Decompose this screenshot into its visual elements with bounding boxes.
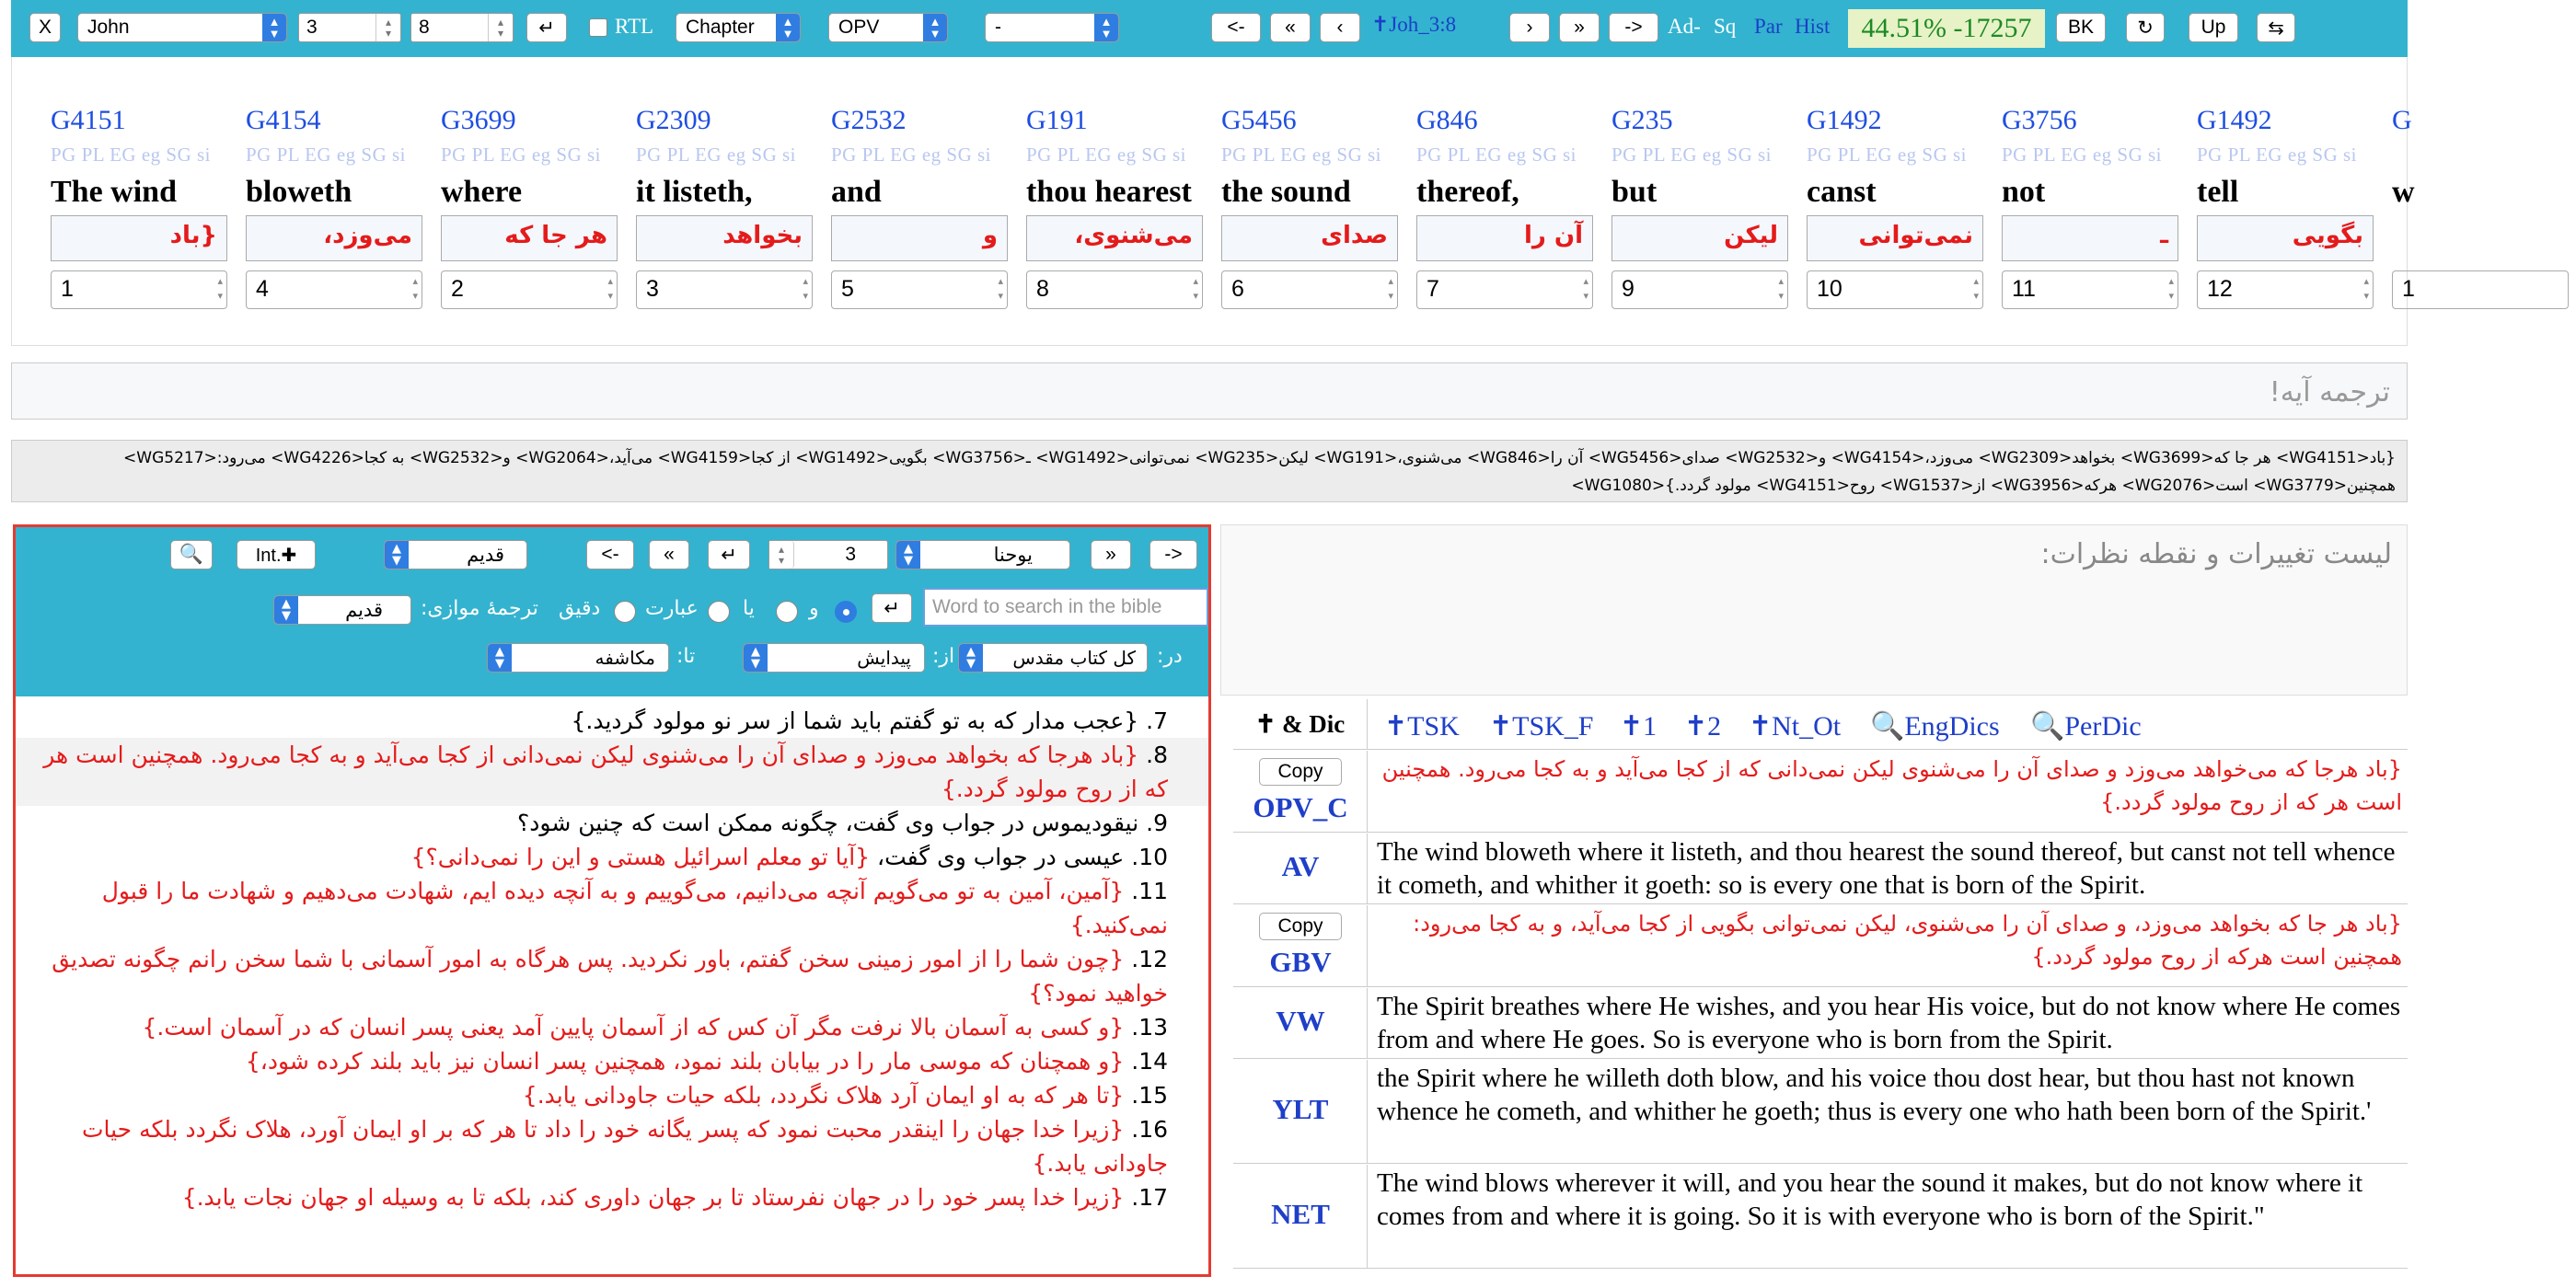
strong-code-link[interactable]: G1492 xyxy=(2197,105,2272,135)
search-book-select[interactable]: یوحنا ▲ ▼ xyxy=(895,540,1070,569)
version-text: the Spirit where he willeth doth blow, and his voice thou dost hear, but thou hast not known whence he cometh, and whither he goeth; thus is every one who hath been born of the Spirit.' xyxy=(1377,1064,2372,1126)
enter-icon: ↵ xyxy=(884,597,900,619)
word-lexicon-links[interactable]: PG PL EG eg SG si xyxy=(51,144,211,166)
chevron-updown-icon: ▲ ▼ xyxy=(488,644,512,672)
spinner-arrows-icon: ▴ ▾ xyxy=(1973,276,1979,302)
version-row-vw xyxy=(1233,988,2408,1059)
rtl-checkbox[interactable] xyxy=(589,18,607,37)
version-select[interactable]: OPV ▲ ▼ xyxy=(828,13,948,42)
extra-select[interactable]: - ▲ ▼ xyxy=(985,13,1119,42)
exact-label: دقیق xyxy=(559,597,601,620)
word-column xyxy=(51,57,235,346)
interlinear-panel xyxy=(11,57,2415,346)
magnifier-icon: 🔍 xyxy=(179,544,204,565)
chevron-updown-icon: ▲ ▼ xyxy=(385,541,409,569)
tsk-f-link[interactable]: ✝TSK_F xyxy=(1489,711,1594,742)
strong-code-link[interactable]: G2309 xyxy=(636,105,711,135)
refresh-icon: ↻ xyxy=(2137,17,2154,39)
exact-radio[interactable] xyxy=(614,601,636,623)
persian-word-input[interactable]: بگویی xyxy=(2197,215,2374,261)
version-text: {باد هرجا که می‌خواهد می‌وزد و صدای آن را می‌شنوی لیکن نمی‌دانی که از کجا می‌آید و به کجا می‌رود. همچنین است هر که از روح مولود گردد.} xyxy=(1381,756,2402,815)
last-chapter-button[interactable]: » xyxy=(1559,13,1600,42)
persian-word-input[interactable]: لیکن xyxy=(1611,215,1788,261)
english-word: it listeth, xyxy=(636,175,753,209)
verse-row[interactable]: 12. {چون شما را از امور زمینی سخن گفتم، باور نکردید. پس هرگاه به امور آسمانی با شما سخن رانم چگونه تصدیق خواهید نمود؟} xyxy=(52,946,1168,1006)
spinner-arrows-icon: ▴ ▾ xyxy=(1583,276,1588,302)
search-last-button[interactable]: » xyxy=(1091,540,1131,569)
verse-row[interactable]: 9. نیقودیموس در جواب وی گفت، چگونه ممکن است که چنین شود؟ xyxy=(517,810,1168,836)
close-button[interactable]: X xyxy=(29,13,61,42)
chevron-updown-icon: ▲ ▼ xyxy=(274,596,298,624)
strong-code-link[interactable]: G846 xyxy=(1416,105,1478,135)
parallel-label: ترجمهٔ موازی: xyxy=(421,597,538,620)
persian-word-input[interactable]: و xyxy=(831,215,1008,261)
search-next-button[interactable]: -> xyxy=(1149,540,1197,569)
next-verse-button[interactable]: › xyxy=(1509,13,1550,42)
version-text: The wind blows wherever it will, and you hear the sound it makes, but do not know where it comes from and where it is going. So it is with everyone who is born of the Spirit." xyxy=(1377,1168,2363,1231)
ad-link[interactable]: Ad- xyxy=(1668,15,1701,38)
verse-row[interactable]: 11. {آمین، آمین به تو می‌گویم آنچه می‌دانیم، می‌گوییم و به آنچه دیده ایم، شهادت می‌دهیم و شهادت ما را قبول نمی‌کنید.} xyxy=(101,878,1168,938)
spinner-arrows-icon: ▴ ▾ xyxy=(375,14,400,41)
version-text: The wind bloweth where it listeth, and thou hearest the sound thereof, but canst not tell whence it cometh, and whither it goeth: so is every one that is born of the Spirit. xyxy=(1377,837,2396,900)
spinner-arrows-icon: ▴ ▾ xyxy=(217,276,223,302)
verse-list xyxy=(16,696,1208,1285)
par-link[interactable]: Par xyxy=(1754,15,1783,38)
verse-translation-input[interactable]: ترجمه آیه! xyxy=(11,362,2408,420)
chevron-updown-icon: ▲ ▼ xyxy=(262,14,286,41)
chevron-updown-icon: ▲ ▼ xyxy=(1094,14,1118,41)
persian-word-input[interactable]: هر جا که xyxy=(441,215,618,261)
verse-row[interactable]: 7. {عجب مدار که به تو گفتم باید شما از سر نو مولود گردید.} xyxy=(571,707,1168,734)
word-lexicon-links[interactable]: PG PL EG eg SG si xyxy=(246,144,406,166)
word-order-spinner[interactable]: 12 ▴ ▾ xyxy=(2197,270,2374,309)
top-toolbar xyxy=(11,0,2408,57)
english-word: tell xyxy=(2197,175,2239,209)
word-lexicon-links[interactable]: PG PL EG eg SG si xyxy=(2002,144,2162,166)
search-version-select[interactable]: قدیم ▲ ▼ xyxy=(384,540,527,569)
and-radio[interactable] xyxy=(835,601,857,623)
strong-code-link[interactable]: G235 xyxy=(1611,105,1673,135)
persian-word-input[interactable]: صدای xyxy=(1221,215,1398,261)
word-order-spinner[interactable]: 9 ▴ ▾ xyxy=(1611,270,1788,309)
spinner-arrows-icon: ▴ ▾ xyxy=(1388,276,1393,302)
english-word: not xyxy=(2002,175,2046,209)
next-book-button[interactable]: -> xyxy=(1609,13,1658,42)
go-button[interactable] xyxy=(526,13,567,42)
word-lexicon-links[interactable]: PG PL EG eg SG si xyxy=(1026,144,1186,166)
spinner-arrows-icon: ▴ ▾ xyxy=(607,276,613,302)
magnifier-icon: 🔍 xyxy=(1870,711,1905,742)
english-word: but xyxy=(1611,175,1658,209)
english-word: canst xyxy=(1807,175,1877,209)
verse-row[interactable]: 17. {زیرا خدا پسر خود را در جهان نفرستاد تا بر جهان داوری کند، بلکه تا به وسیله او جهان نجات یابد.} xyxy=(181,1184,1168,1211)
version-text: The Spirit breathes where He wishes, and you hear His voice, but do not know where He comes from and where He goes. So is everyone who is born from the Spirit. xyxy=(1377,992,2401,1054)
strong-code-link[interactable]: G1492 xyxy=(1807,105,1882,135)
english-word: the sound xyxy=(1221,175,1351,209)
or-radio[interactable] xyxy=(776,601,798,623)
up-button[interactable]: Up xyxy=(2189,13,2238,42)
enter-icon: ↵ xyxy=(721,544,737,566)
word-order-spinner[interactable]: 7 ▴ ▾ xyxy=(1416,270,1593,309)
spinner-arrows-icon: ▴ ▾ xyxy=(2168,276,2174,302)
version-name[interactable]: OPV_C xyxy=(1253,791,1348,823)
spinner-arrows-icon: ▴ ▾ xyxy=(1778,276,1784,302)
word-column xyxy=(1611,57,1796,346)
spinner-arrows-icon: ▴ ▾ xyxy=(998,276,1003,302)
spinner-arrows-icon: ▴ ▾ xyxy=(803,276,808,302)
word-lexicon-links[interactable]: PG PL EG eg SG si xyxy=(1611,144,1772,166)
chapter-spinner[interactable]: 3 ▴ ▾ xyxy=(298,13,401,42)
book-select[interactable]: John ▲ ▼ xyxy=(77,13,287,42)
cross-ref-2-link[interactable]: ✝2 xyxy=(1684,711,1722,742)
word-lexicon-links[interactable]: PG PL EG eg SG si xyxy=(1807,144,1967,166)
word-order-spinner[interactable]: 1 xyxy=(2392,270,2569,309)
version-text: {باد هر جا که بخواهد می‌وزد، و صدای آن را می‌شنوی، لیکن نمی‌توانی بگویی از کجا می‌آید، و به کجا می‌رود: همچنین است هرکه از روح مولود گردد.} xyxy=(1413,911,2402,970)
or-label: یا xyxy=(743,597,755,620)
int-button[interactable]: Int.✚ xyxy=(237,540,316,569)
engdics-link[interactable]: 🔍EngDics xyxy=(1870,711,2000,742)
strong-code-link[interactable]: G191 xyxy=(1026,105,1088,135)
strong-code-link[interactable]: G3699 xyxy=(441,105,516,135)
version-name[interactable]: AV xyxy=(1281,850,1320,882)
strong-code-link[interactable]: G2532 xyxy=(831,105,907,135)
persian-word-input[interactable]: آن را xyxy=(1416,215,1593,261)
version-row-net xyxy=(1233,1165,2408,1269)
dic-label-cell: ✝ & Dic xyxy=(1233,699,1368,749)
version-row-av xyxy=(1233,834,2408,904)
search-submit-button[interactable] xyxy=(872,593,912,623)
chevron-updown-icon: ▲ ▼ xyxy=(923,14,947,41)
version-name[interactable]: GBV xyxy=(1269,946,1332,978)
word-lexicon-links[interactable]: PG PL EG eg SG si xyxy=(2197,144,2357,166)
english-word: thereof, xyxy=(1416,175,1519,209)
verse-row[interactable]: 13. {و کسی به آسمان بالا نرفت مگر آن کس که از آسمان پایین آمد یعنی پسر انسان که در آسمان است.} xyxy=(142,1014,1168,1041)
search-prev-button[interactable]: <- xyxy=(586,540,634,569)
strong-code-link[interactable]: G4151 xyxy=(51,105,126,135)
verse-spinner[interactable]: 8 ▴ ▾ xyxy=(410,13,514,42)
word-column xyxy=(2197,57,2381,346)
word-order-spinner[interactable]: 1 ▴ ▾ xyxy=(51,270,227,309)
english-word: where xyxy=(441,175,523,209)
prev-book-button[interactable]: <- xyxy=(1211,13,1261,42)
word-order-spinner[interactable]: 11 ▴ ▾ xyxy=(2002,270,2178,309)
english-word: and xyxy=(831,175,882,209)
sq-link[interactable]: Sq xyxy=(1714,15,1737,38)
persian-word-input[interactable]: نمی‌توانی xyxy=(1807,215,1983,261)
verse-row[interactable]: 15. {تا هر که به او ایمان آرد هلاک نگردد، بلکه حیات جاودانی یابد.} xyxy=(522,1082,1168,1109)
verse-row[interactable]: 10. عیسی در جواب وی گفت، {آیا تو معلم اسرائیل هستی و این را نمی‌دانی؟} xyxy=(410,844,1168,870)
search-controls xyxy=(16,527,1208,696)
spinner-arrows-icon: ▴ ▾ xyxy=(769,541,794,569)
verse-reference: ✝Joh_3:8 xyxy=(1371,13,1457,36)
word-column xyxy=(831,57,1015,346)
english-word: The wind xyxy=(51,175,177,209)
to-label: تا: xyxy=(676,645,696,668)
search-input[interactable]: Word to search in the bible xyxy=(923,588,1208,627)
version-row-opv-c xyxy=(1233,751,2408,833)
persian-word-input[interactable]: {باد xyxy=(51,215,227,261)
and-label: و xyxy=(809,597,819,620)
from-book-select[interactable]: پیدایش ▲ ▼ xyxy=(743,643,925,673)
search-button[interactable] xyxy=(170,540,213,569)
version-row-gbv xyxy=(1233,905,2408,987)
spinner-arrows-icon: ▴ ▾ xyxy=(1193,276,1198,302)
language-icon: ⇆ xyxy=(2268,17,2284,39)
word-column xyxy=(636,57,820,346)
chevron-updown-icon: ▲ ▼ xyxy=(896,541,920,569)
scope-select[interactable]: کل کتاب مقدس ▲ ▼ xyxy=(958,643,1148,673)
strong-code-link[interactable]: G4154 xyxy=(246,105,321,135)
word-column xyxy=(441,57,625,346)
word-order-spinner[interactable]: 8 ▴ ▾ xyxy=(1026,270,1203,309)
word-order-spinner[interactable]: 2 ▴ ▾ xyxy=(441,270,618,309)
cross-ref-1-link[interactable]: ✝1 xyxy=(1620,711,1658,742)
word-lexicon-links[interactable]: PG PL EG eg SG si xyxy=(831,144,991,166)
search-chapter-spinner[interactable]: 3 ▴ ▾ xyxy=(768,540,888,569)
persian-word-input[interactable]: بخواهد xyxy=(636,215,813,261)
tsk-link[interactable]: ✝TSK xyxy=(1384,711,1460,742)
phrase-radio[interactable] xyxy=(708,601,730,623)
word-column xyxy=(2392,57,2576,346)
persian-word-input[interactable]: ـ xyxy=(2002,215,2178,261)
to-book-select[interactable]: مکاشفه ▲ ▼ xyxy=(487,643,669,673)
from-label: از: xyxy=(932,645,955,668)
bookmark-button[interactable]: BK xyxy=(2056,13,2106,42)
prev-verse-button[interactable]: ‹ xyxy=(1320,13,1360,42)
links-row xyxy=(1233,699,2408,750)
nt-ot-link[interactable]: ✝Nt_Ot xyxy=(1749,711,1842,742)
strong-code-link[interactable]: G3756 xyxy=(2002,105,2077,135)
first-chapter-button[interactable]: « xyxy=(1270,13,1311,42)
word-order-spinner[interactable]: 3 ▴ ▾ xyxy=(636,270,813,309)
enter-icon: ↵ xyxy=(538,17,555,39)
parallel-versions-table xyxy=(1233,699,2408,1279)
version-name[interactable]: VW xyxy=(1276,1005,1325,1037)
word-order-spinner[interactable]: 5 ▴ ▾ xyxy=(831,270,1008,309)
hist-link[interactable]: Hist xyxy=(1795,15,1831,38)
copy-button[interactable]: Copy xyxy=(1259,758,1342,786)
spinner-arrows-icon: ▴ ▾ xyxy=(488,14,513,41)
in-label: در: xyxy=(1157,645,1183,668)
persian-word-input[interactable]: می‌وزد، xyxy=(246,215,422,261)
english-word: w xyxy=(2392,175,2415,209)
word-column xyxy=(1026,57,1210,346)
tagged-verse-text: {باد<WG4151> هر جا که<WG3699> بخواهد<WG2309> می‌وزد،<WG4154> و<WG2532> صدای<WG5456> آن را<WG846> می‌شنوی،<WG191> لیکن<WG235> نمی‌توانی<WG1492> ـ<WG3756> بگویی<WG1492> از کجا<WG4159> می‌آید،<WG2064> و<WG2532> به کجا<WG4226> می‌رود:<WG5217> همچنین<WG3779> است<WG2076> هرکه<WG3956> از<WG1537> روح<WG4151> مولود گردد.}<WG1080> xyxy=(11,440,2408,502)
parallel-version-select[interactable]: قدیم ▲ ▼ xyxy=(273,595,411,625)
perdic-link[interactable]: 🔍PerDic xyxy=(2030,711,2142,742)
persian-word-input[interactable]: می‌شنوی، xyxy=(1026,215,1203,261)
search-go-button[interactable] xyxy=(708,540,750,569)
mode-select[interactable]: Chapter ▲ ▼ xyxy=(676,13,801,42)
version-name[interactable]: NET xyxy=(1271,1198,1330,1230)
word-column xyxy=(1221,57,1405,346)
chevron-updown-icon: ▲ ▼ xyxy=(776,14,800,41)
notes-title: لیست تغییرات و نقطه نظرات: xyxy=(2040,538,2392,570)
search-panel xyxy=(13,524,1211,1277)
english-word: bloweth xyxy=(246,175,352,209)
verse-row[interactable]: 14. {و همچنان که موسی مار را در بیابان بلند نمود، همچنین پسر انسان نیز باید بلند کرده شود،} xyxy=(245,1048,1168,1075)
strong-code-link[interactable]: G xyxy=(2392,105,2412,135)
magnifier-icon: 🔍 xyxy=(2030,711,2065,742)
word-lexicon-links[interactable]: PG PL EG eg SG si xyxy=(1416,144,1577,166)
english-word: thou hearest xyxy=(1026,175,1192,209)
verse-row[interactable]: 16. {زیرا خدا جهان را اینقدر محبت نمود که پسر یگانه خود را داد تا هر که بر او ایمان آورد، هلاک نگردد بلکه حیات جاودانی یابد.} xyxy=(81,1116,1168,1177)
word-order-spinner[interactable]: 4 ▴ ▾ xyxy=(246,270,422,309)
version-name[interactable]: YLT xyxy=(1272,1093,1329,1125)
word-column xyxy=(246,57,430,346)
version-row-ylt xyxy=(1233,1060,2408,1164)
copy-button[interactable]: Copy xyxy=(1259,913,1342,940)
word-column xyxy=(1416,57,1600,346)
word-order-spinner[interactable]: 6 ▴ ▾ xyxy=(1221,270,1398,309)
chevron-updown-icon: ▲ ▼ xyxy=(744,644,768,672)
word-order-spinner[interactable]: 10 ▴ ▾ xyxy=(1807,270,1983,309)
word-column xyxy=(1807,57,1991,346)
phrase-label: عبارت xyxy=(645,597,699,620)
word-lexicon-links[interactable]: PG PL EG eg SG si xyxy=(1221,144,1381,166)
word-lexicon-links[interactable]: PG PL EG eg SG si xyxy=(636,144,796,166)
progress-readout: 44.51% -17257 xyxy=(1848,9,2045,48)
strong-code-link[interactable]: G5456 xyxy=(1221,105,1297,135)
rtl-label: RTL xyxy=(615,15,654,38)
spinner-arrows-icon: ▴ ▾ xyxy=(412,276,418,302)
search-first-button[interactable]: « xyxy=(649,540,689,569)
notes-panel xyxy=(1220,524,2408,696)
word-lexicon-links[interactable]: PG PL EG eg SG si xyxy=(441,144,601,166)
word-column xyxy=(2002,57,2186,346)
verse-row[interactable]: 8. {باد هرجا که بخواهد می‌وزد و صدای آن را می‌شنوی لیکن نمی‌دانی از کجا می‌آید و به کجا می‌رود. همچنین است هر که از روح مولود گردد.} xyxy=(16,738,1208,806)
spinner-arrows-icon: ▴ ▾ xyxy=(2363,276,2369,302)
language-button[interactable] xyxy=(2257,13,2295,42)
chevron-updown-icon: ▲ ▼ xyxy=(959,644,983,672)
refresh-button[interactable] xyxy=(2126,13,2165,42)
